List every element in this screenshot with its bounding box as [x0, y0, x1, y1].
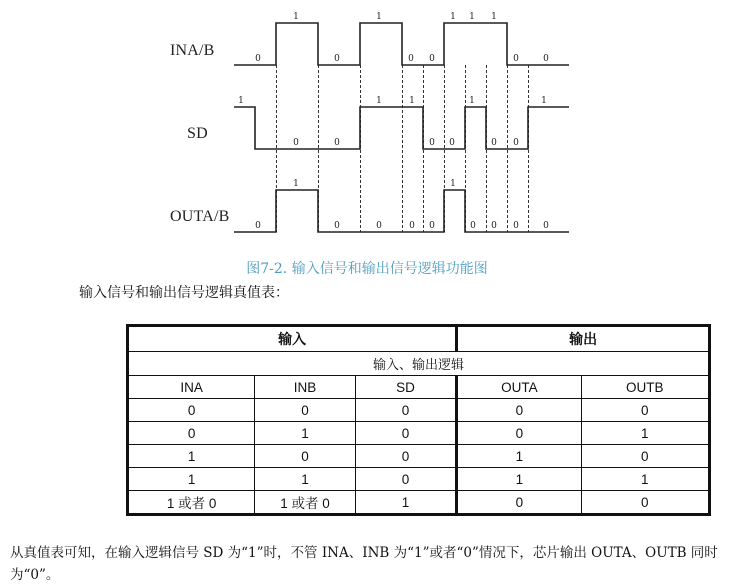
- level-label: 0: [334, 54, 340, 64]
- table-row: [128, 399, 710, 422]
- level-label: 1: [450, 179, 456, 189]
- cell-inb: 0: [255, 445, 355, 468]
- subtitle-row: [128, 352, 710, 376]
- table-row: [128, 445, 710, 468]
- cell-inb: 0: [255, 399, 355, 422]
- table-row: [128, 491, 710, 515]
- level-label: 1: [469, 96, 475, 106]
- cell-outa: 0: [457, 491, 581, 515]
- cell-ina: 1: [128, 445, 255, 468]
- level-label: 0: [408, 54, 414, 64]
- group-header-input: 输入: [128, 326, 457, 352]
- cell-outb: 1: [581, 468, 709, 491]
- level-label: 0: [255, 221, 261, 231]
- figure-caption: [0, 258, 736, 278]
- level-label: 0: [513, 138, 519, 148]
- level-label: 0: [409, 221, 415, 231]
- cell-inb: 1: [255, 468, 355, 491]
- column-header-outb: OUTB: [581, 376, 709, 399]
- level-label: 0: [543, 221, 549, 231]
- cell-ina: 1: [128, 468, 255, 491]
- level-label: 0: [449, 138, 455, 148]
- level-label: 0: [491, 221, 497, 231]
- cell-outb: 1: [581, 422, 709, 445]
- intro-text: 输入信号和输出信号逻辑真值表：: [79, 285, 289, 301]
- level-label: 0: [334, 138, 340, 148]
- level-label: 0: [429, 221, 435, 231]
- level-label: 1: [409, 96, 415, 106]
- level-label: 0: [470, 221, 476, 231]
- cell-outb: 0: [581, 399, 709, 422]
- cell-ina: 0: [128, 422, 255, 445]
- cell-inb: 1: [255, 422, 355, 445]
- group-header-output: 输出: [457, 326, 710, 352]
- conclusion-paragraph: 从真值表可知，在输入逻辑信号 SD 为“1”时，不管 INA、INB 为“1”或者“0”情况下，芯片输出 OUTA、OUTB 同时为“0”。: [10, 545, 718, 583]
- level-label: 1: [293, 179, 299, 189]
- signal-label-outa-b: OUTA/B: [170, 208, 230, 225]
- level-label: 0: [513, 221, 519, 231]
- truth-table: [126, 324, 711, 516]
- level-label: 1: [491, 12, 497, 22]
- cell-sd: 0: [355, 399, 456, 422]
- column-header-ina: INA: [128, 376, 255, 399]
- level-label: 0: [429, 54, 435, 64]
- level-label: 0: [376, 221, 382, 231]
- cell-sd: 0: [355, 468, 456, 491]
- level-label: 0: [334, 221, 340, 231]
- cell-ina: 1 或者 0: [128, 491, 255, 515]
- table-row: [128, 422, 710, 445]
- level-label: 0: [293, 138, 299, 148]
- level-label: 0: [543, 54, 549, 64]
- cell-outa: 0: [457, 422, 581, 445]
- waveform-canvas: [0, 0, 736, 245]
- signal-label-ina-b: INA/B: [170, 42, 215, 59]
- level-label: 1: [238, 96, 244, 106]
- cell-outa: 0: [457, 399, 581, 422]
- cell-outb: 0: [581, 491, 709, 515]
- group-header-row: [128, 326, 710, 352]
- column-header-inb: INB: [255, 376, 355, 399]
- level-label: 0: [255, 54, 261, 64]
- caption-text: 图7-2. 输入信号和输出信号逻辑功能图: [246, 261, 488, 277]
- cell-outa: 1: [457, 445, 581, 468]
- level-label: 1: [376, 12, 382, 22]
- cell-outa: 1: [457, 468, 581, 491]
- level-label: 0: [491, 138, 497, 148]
- column-header-row: [128, 376, 710, 399]
- column-header-outa: OUTA: [457, 376, 581, 399]
- table-row: [128, 468, 710, 491]
- cell-sd: 0: [355, 422, 456, 445]
- level-label: 1: [450, 12, 456, 22]
- signal-label-sd: SD: [187, 125, 208, 142]
- level-label: 1: [469, 12, 475, 22]
- table-subtitle: 输入、输出逻辑: [128, 352, 710, 376]
- level-label: 1: [541, 96, 547, 106]
- level-label: 0: [429, 138, 435, 148]
- cell-sd: 1: [355, 491, 456, 515]
- level-label: 1: [376, 96, 382, 106]
- cell-outb: 0: [581, 445, 709, 468]
- column-header-sd: SD: [355, 376, 456, 399]
- cell-inb: 1 或者 0: [255, 491, 355, 515]
- level-label: 1: [293, 12, 299, 22]
- cell-sd: 0: [355, 445, 456, 468]
- level-label: 0: [513, 54, 519, 64]
- cell-ina: 0: [128, 399, 255, 422]
